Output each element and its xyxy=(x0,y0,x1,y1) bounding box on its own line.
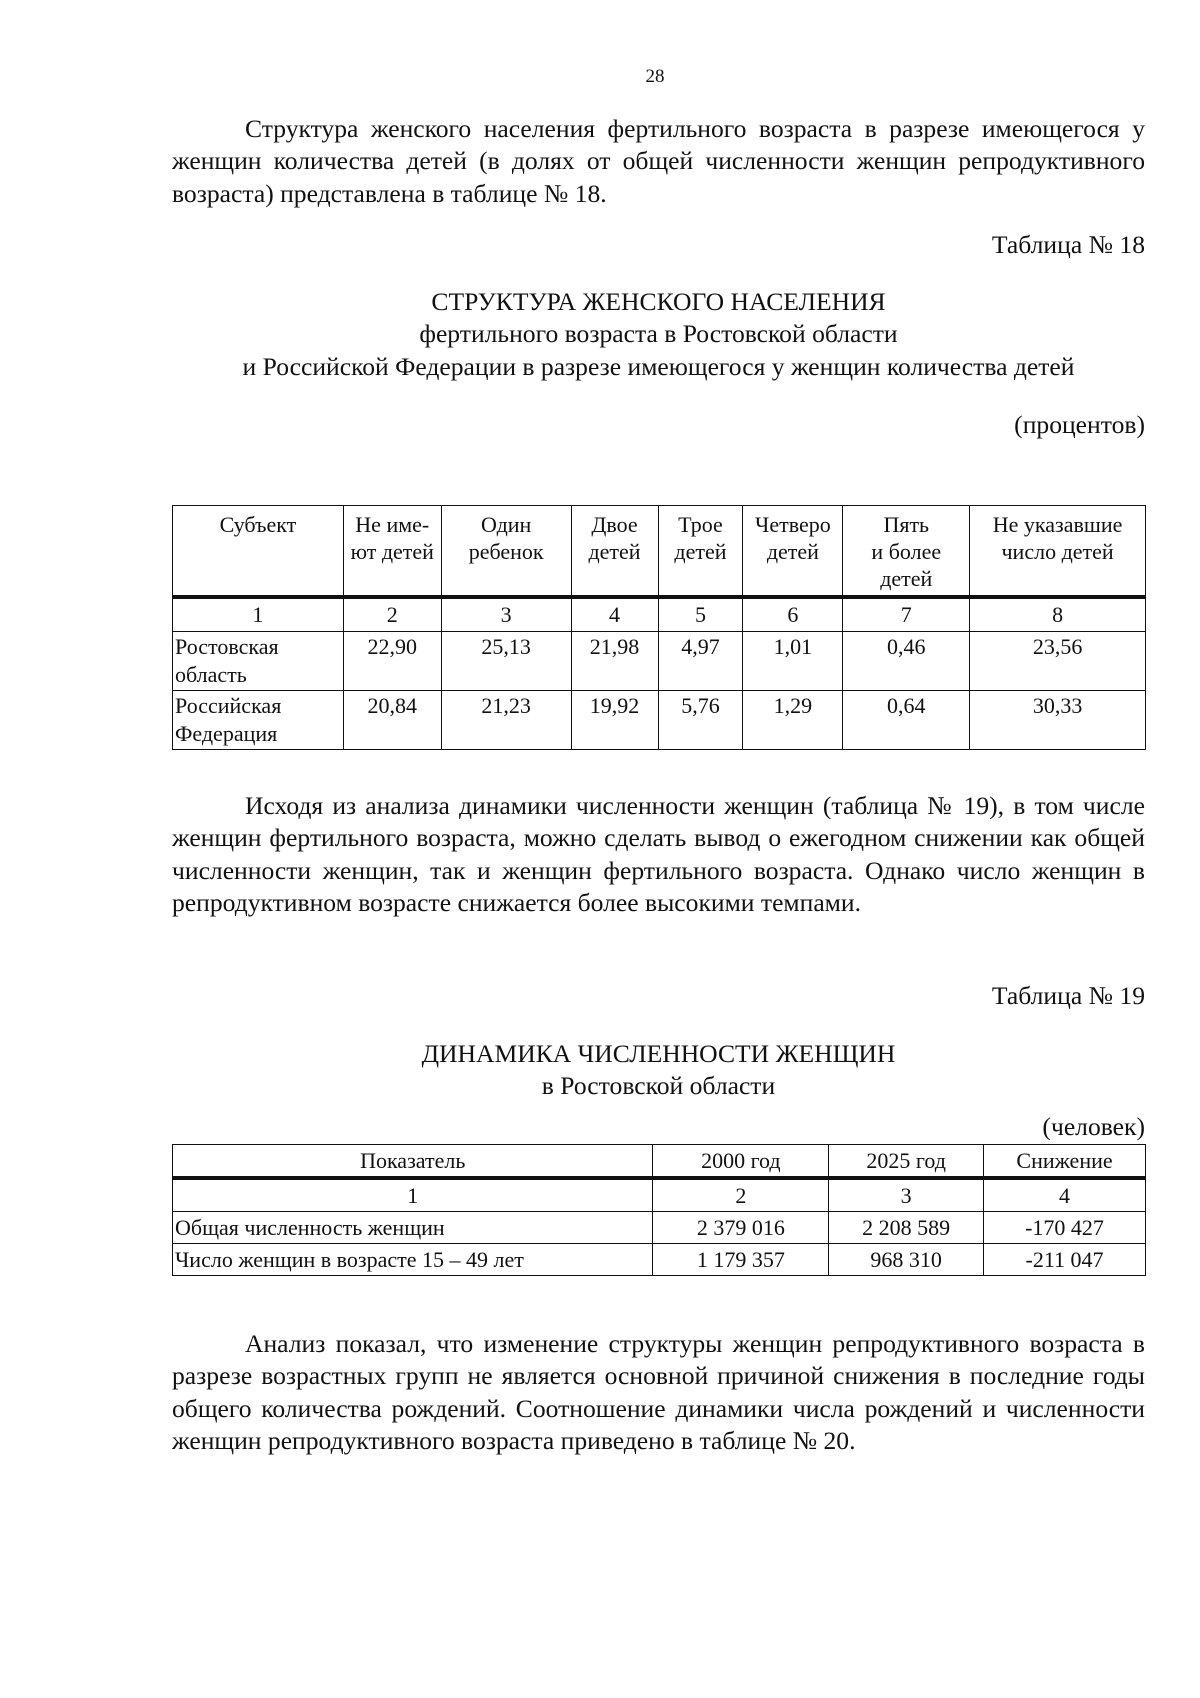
value-cell: 19,92 xyxy=(571,691,658,750)
column-number: 5 xyxy=(658,597,743,632)
table-row xyxy=(173,632,1146,691)
value-cell: -170 427 xyxy=(984,1212,1146,1244)
table-18-header-five-plus-children: Пять и более детей xyxy=(843,506,970,598)
table-18-header-row xyxy=(173,506,1146,598)
table-19-header-2025: 2025 год xyxy=(829,1145,984,1179)
table-row xyxy=(173,1212,1146,1244)
final-paragraph: Анализ показал, что изменение структуры женщин репродуктивного возраста в разрезе возрастных групп не является основной причиной снижения в последние годы общего количества рождений. Соотношение динамики числа рождений и численности женщин репродуктивного возраста приведено в таблице № 20. xyxy=(172,1329,1145,1456)
page-number: 28 xyxy=(645,66,665,87)
indicator-cell: Число женщин в возрасте 15 – 49 лет xyxy=(173,1244,653,1276)
table-19-header-decrease: Снижение xyxy=(984,1145,1146,1179)
column-number: 7 xyxy=(843,597,970,632)
value-cell: 1,29 xyxy=(743,691,843,750)
table-18-header-no-children: Не име- ют детей xyxy=(343,506,441,598)
table-19-title-line-1: ДИНАМИКА ЧИСЛЕННОСТИ ЖЕНЩИН xyxy=(421,1039,896,1068)
subject-cell: Ростовская область xyxy=(173,632,344,691)
value-cell: -211 047 xyxy=(984,1244,1146,1276)
table-18-units: (процентов) xyxy=(1014,410,1145,439)
value-cell: 20,84 xyxy=(343,691,441,750)
table-18-title-line-1: СТРУКТУРА ЖЕНСКОГО НАСЕЛЕНИЯ xyxy=(431,287,886,316)
table-18-header-subject: Субъект xyxy=(173,506,344,598)
table-19-title-line-2: в Ростовской области xyxy=(541,1071,776,1101)
value-cell: 4,97 xyxy=(658,632,743,691)
table-19-column-numbers-row xyxy=(173,1178,1146,1212)
column-number: 3 xyxy=(829,1178,984,1212)
value-cell: 30,33 xyxy=(970,691,1146,750)
column-number: 8 xyxy=(970,597,1146,632)
table-19-header-indicator: Показатель xyxy=(173,1145,653,1179)
value-cell: 2 208 589 xyxy=(829,1212,984,1244)
value-cell: 1,01 xyxy=(743,632,843,691)
value-cell: 23,56 xyxy=(970,632,1146,691)
table-18-header-four-children: Четверо детей xyxy=(743,506,843,598)
column-number: 1 xyxy=(173,597,344,632)
table-18-label: Таблица № 18 xyxy=(991,230,1145,259)
table-19-header-row xyxy=(173,1145,1146,1179)
table-18-title xyxy=(172,286,1145,383)
table-row xyxy=(173,1244,1146,1276)
table-18-title-line-2: фертильного возраста в Ростовской области xyxy=(419,319,898,349)
value-cell: 0,46 xyxy=(843,632,970,691)
column-number: 1 xyxy=(173,1178,653,1212)
table-18-header-three-children: Трое детей xyxy=(658,506,743,598)
table-18-header-two-children: Двое детей xyxy=(571,506,658,598)
column-number: 4 xyxy=(571,597,658,632)
value-cell: 1 179 357 xyxy=(653,1244,829,1276)
column-number: 4 xyxy=(984,1178,1146,1212)
table-19-label: Таблица № 19 xyxy=(991,981,1145,1010)
table-19-header-2000: 2000 год xyxy=(653,1145,829,1179)
middle-paragraph: Исходя из анализа динамики численности женщин (таблица № 19), в том числе женщин фертильного возраста, можно сделать вывод о ежегодном снижении как общей численности женщин, так и женщин фертильного возраста. Однако число женщин в репродуктивном возрасте снижается более высокими темпами. xyxy=(172,791,1145,918)
value-cell: 22,90 xyxy=(343,632,441,691)
indicator-cell: Общая численность женщин xyxy=(173,1212,653,1244)
value-cell: 21,23 xyxy=(441,691,571,750)
value-cell: 2 379 016 xyxy=(653,1212,829,1244)
column-number: 3 xyxy=(441,597,571,632)
table-18 xyxy=(172,505,1146,750)
column-number: 2 xyxy=(343,597,441,632)
intro-paragraph: Структура женского населения фертильного возраста в разрезе имеющегося у женщин количества детей (в долях от общей численности женщин репродуктивного возраста) представлена в таблице № 18. xyxy=(172,114,1145,208)
table-19-title xyxy=(172,1038,1145,1103)
subject-cell: Российская Федерация xyxy=(173,691,344,750)
value-cell: 21,98 xyxy=(571,632,658,691)
value-cell: 0,64 xyxy=(843,691,970,750)
table-19 xyxy=(172,1144,1146,1276)
value-cell: 25,13 xyxy=(441,632,571,691)
table-18-header-not-specified: Не указавшие число детей xyxy=(970,506,1146,598)
table-18-title-line-3: и Российской Федерации в разрезе имеющегося у женщин количества детей xyxy=(242,351,1075,381)
column-number: 6 xyxy=(743,597,843,632)
value-cell: 968 310 xyxy=(829,1244,984,1276)
table-18-header-one-child: Один ребенок xyxy=(441,506,571,598)
table-row xyxy=(173,691,1146,750)
column-number: 2 xyxy=(653,1178,829,1212)
table-18-column-numbers-row xyxy=(173,597,1146,632)
value-cell: 5,76 xyxy=(658,691,743,750)
table-19-units: (человек) xyxy=(1042,1112,1145,1141)
